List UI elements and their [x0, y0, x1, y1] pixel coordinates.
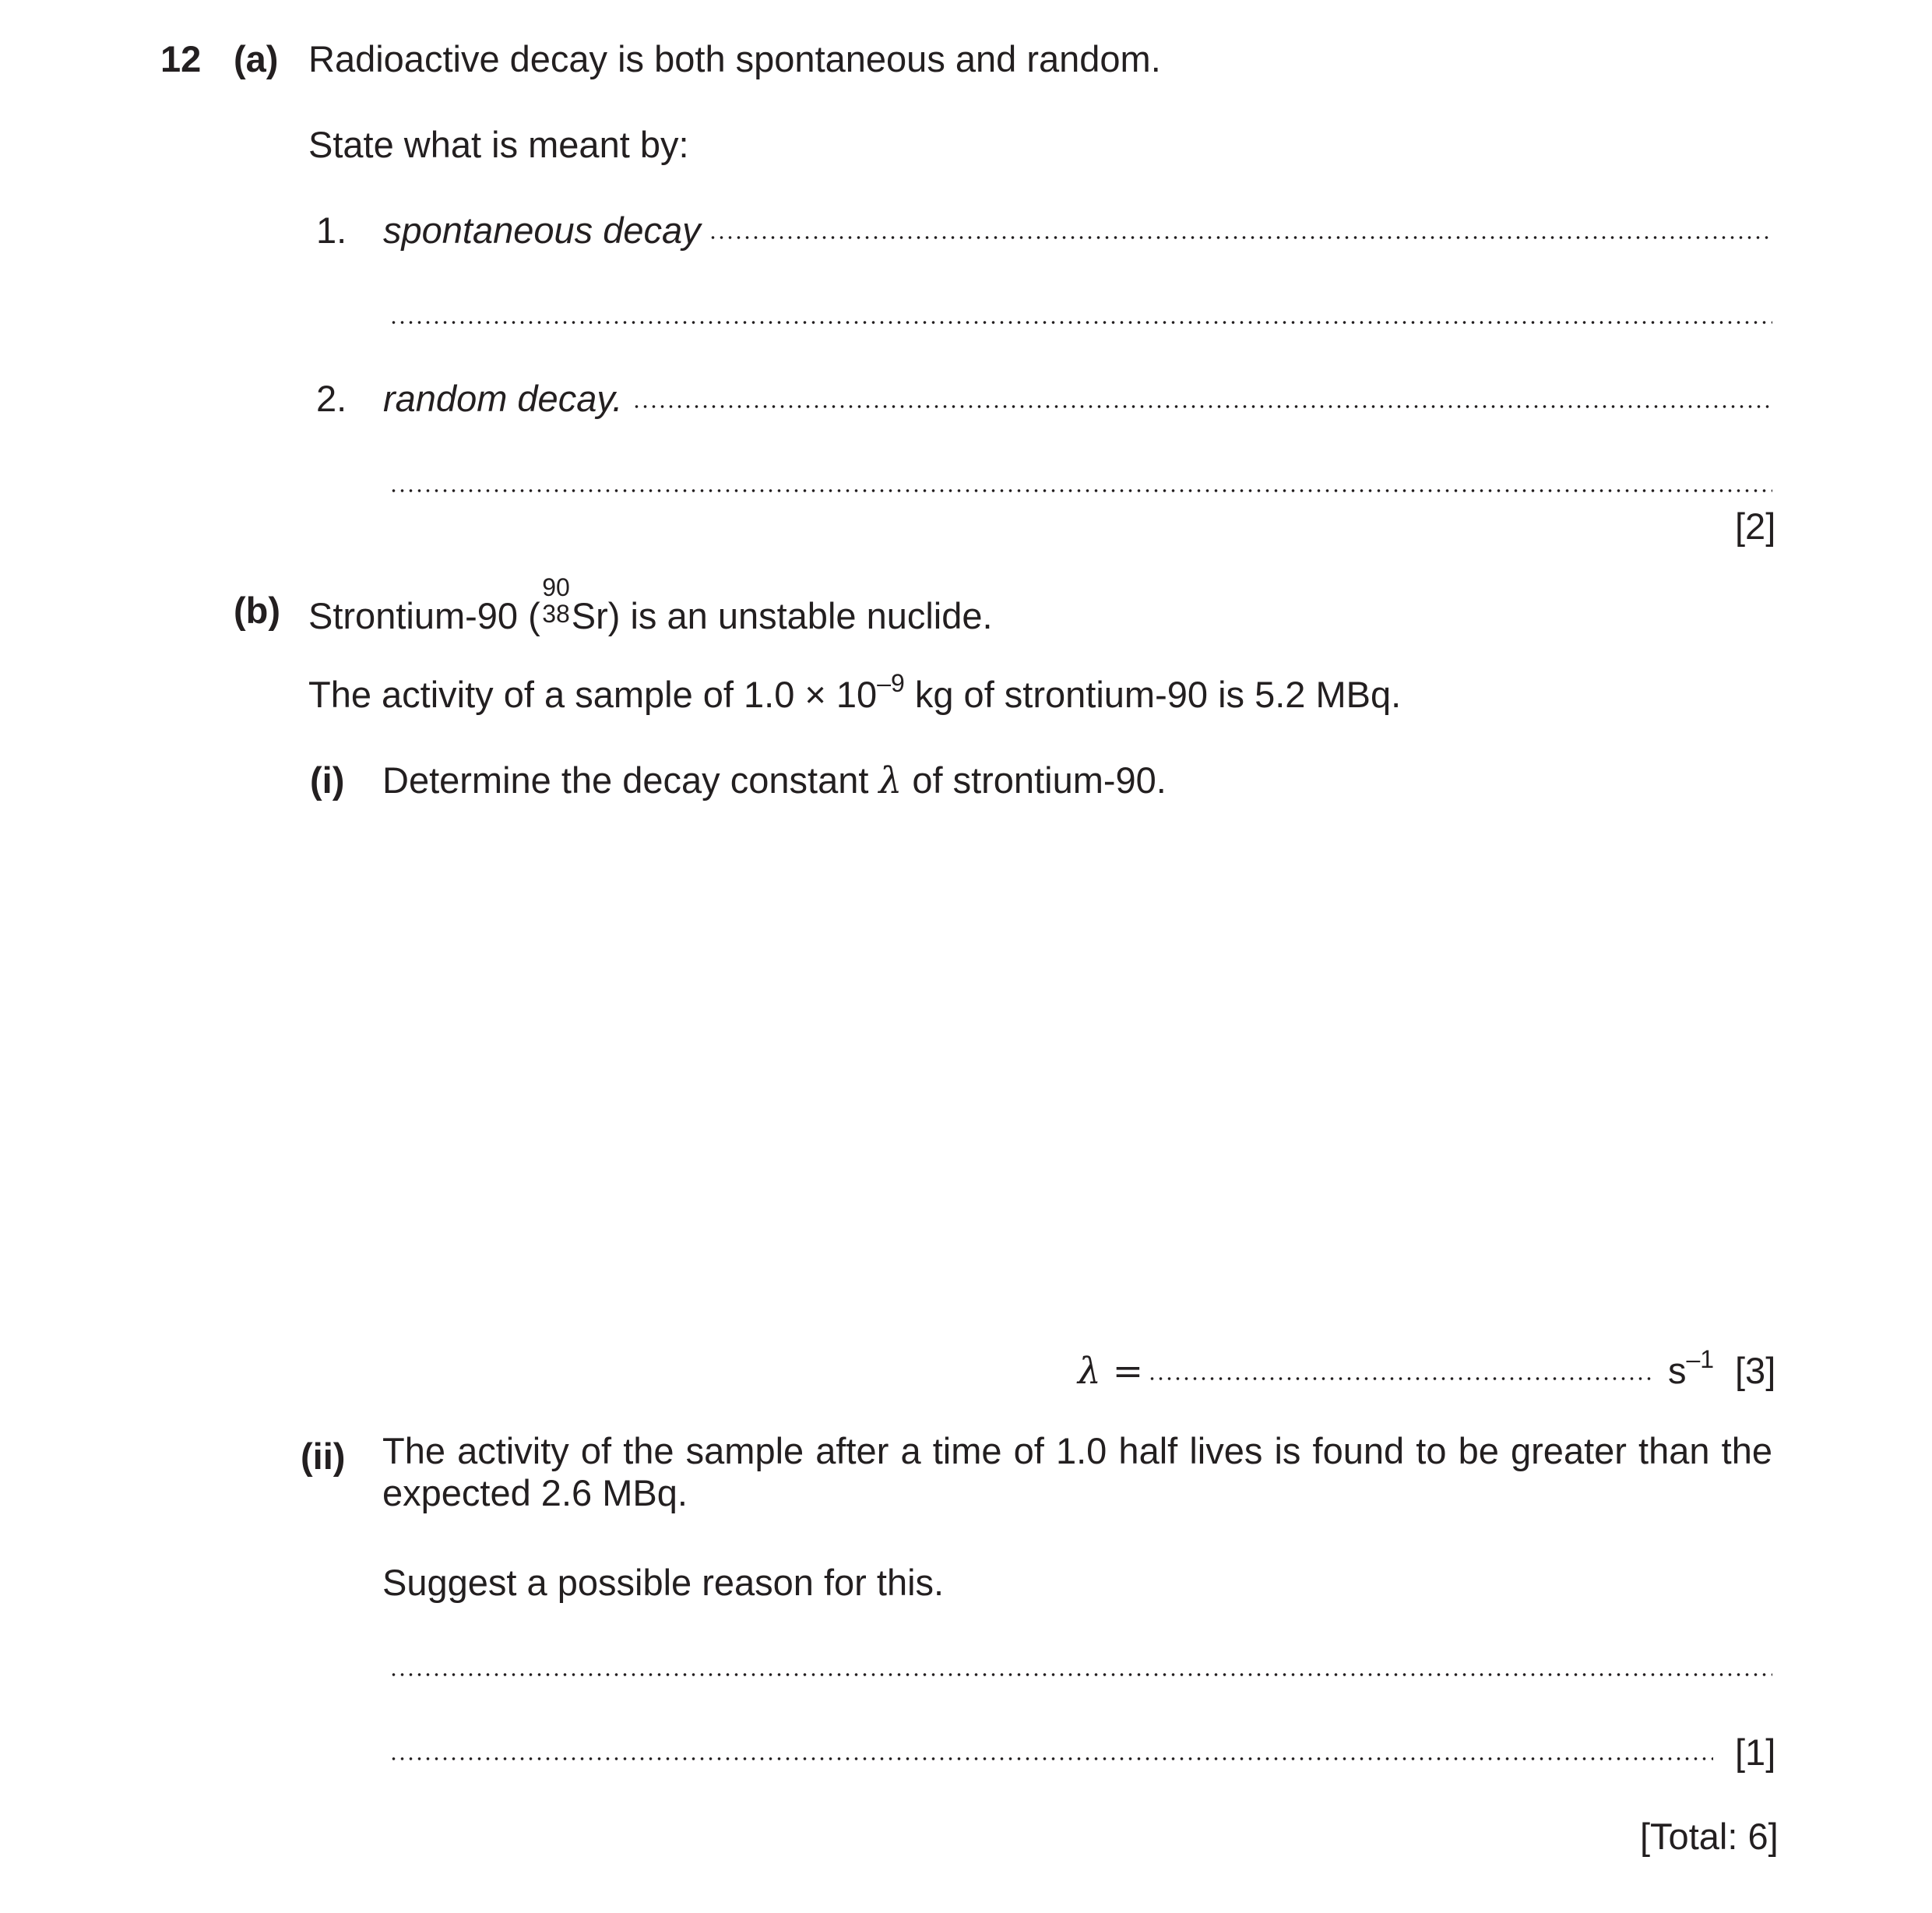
nuclide-text-end: ) is an unstable nuclide. — [607, 595, 993, 636]
sub-ii-question: The activity of the sample after a time of 1.0 half lives is found to be greater than the expected 2.6 MBq. — [382, 1430, 1772, 1513]
answer-line-bii-1[interactable] — [389, 1673, 1772, 1676]
lambda-answer-line[interactable] — [1148, 1377, 1652, 1380]
part-a-intro: Radioactive decay is both spontaneous and random. — [308, 38, 1161, 79]
nuclide-atomic-number: 38 — [542, 600, 570, 628]
lambda-symbol: λ — [878, 759, 903, 802]
answer-lambda-symbol: λ = — [1078, 1350, 1144, 1393]
part-b-label: (b) — [234, 590, 281, 631]
sub-ii-label: (ii) — [301, 1436, 346, 1477]
answer-line-a2-2[interactable] — [389, 489, 1772, 492]
answer-line-a1-2[interactable] — [389, 321, 1772, 324]
activity-exponent: –9 — [877, 669, 905, 697]
part-a-marks: [2] — [1735, 506, 1776, 547]
lambda-unit — [1668, 1345, 1715, 1391]
item-1-term: spontaneous decay — [383, 210, 701, 251]
answer-line-bii-2[interactable] — [389, 1757, 1713, 1760]
part-a-prompt: State what is meant by: — [308, 124, 689, 165]
part-a-label: (a) — [234, 38, 279, 79]
unit-base: s — [1668, 1350, 1687, 1391]
sub-i-question — [382, 759, 1167, 802]
nuclide-symbol: Sr — [571, 595, 608, 636]
sub-ii-prompt: Suggest a possible reason for this. — [382, 1562, 945, 1603]
nuclide-mass-number: 90 — [542, 573, 570, 601]
answer-line-a2-1[interactable] — [632, 405, 1772, 408]
question-number: 12 — [160, 38, 202, 79]
sub-i-text-end: of strontium-90. — [902, 759, 1167, 801]
sub-i-marks: [3] — [1735, 1350, 1776, 1391]
item-2-term: random decay. — [383, 378, 623, 419]
sub-ii-marks: [1] — [1735, 1732, 1776, 1773]
item-1-number: 1. — [316, 210, 347, 251]
nuclide-sentence — [308, 573, 993, 636]
sub-i-label: (i) — [310, 759, 345, 801]
item-2-number: 2. — [316, 378, 347, 419]
total-marks: [Total: 6] — [1640, 1816, 1779, 1857]
nuclide-notation — [540, 573, 572, 629]
unit-exponent: –1 — [1686, 1345, 1715, 1373]
sub-i-text-start: Determine the decay constant — [382, 759, 879, 801]
activity-text-start: The activity of a sample of 1.0 × 10 — [308, 674, 878, 715]
answer-line-a1-1[interactable] — [709, 236, 1772, 239]
nuclide-text-start: Strontium-90 ( — [308, 595, 540, 636]
activity-sentence — [308, 669, 1402, 715]
activity-text-end: kg of strontium-90 is 5.2 MBq. — [904, 674, 1402, 715]
lambda-answer-label — [1078, 1350, 1144, 1393]
